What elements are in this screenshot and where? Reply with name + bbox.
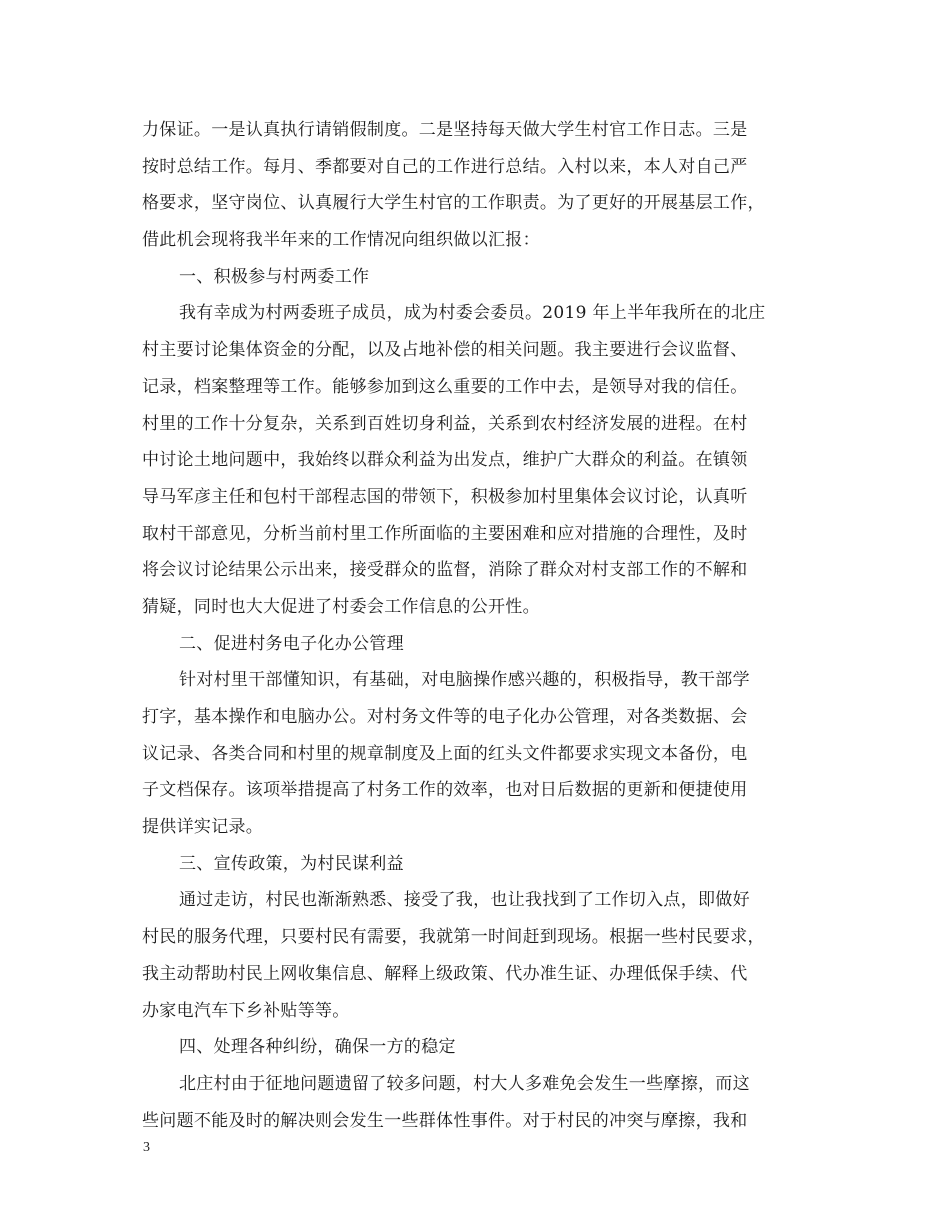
- page-number: 3: [143, 1140, 150, 1155]
- paragraph-first-line: 三、宣传政策，为村民谋利益: [179, 853, 404, 874]
- text-line: 办家电汽车下乡补贴等等。: [142, 1000, 350, 1021]
- text-line: 村民的服务代理，只要村民有需要，我就第一时间赶到现场。根据一些村民要求，: [142, 927, 765, 948]
- text-line: 打字，基本操作和电脑办公。对村务文件等的电子化办公管理，对各类数据、会: [142, 707, 748, 727]
- text-line: 中讨论土地问题中，我始终以群众利益为出发点，维护广大群众的利益。在镇领: [142, 450, 748, 471]
- paragraph-first-line: 北庄村由于征地问题遗留了较多问题，村大人多难免会发生一些摩擦，而这: [179, 1073, 750, 1094]
- paragraph-first-line: 针对村里干部懂知识，有基础，对电脑操作感兴趣的，积极指导，教干部学: [179, 670, 750, 691]
- text-line: 我主动帮助村民上网收集信息、解释上级政策、代办准生证、办理低保手续、代: [142, 963, 748, 984]
- text-line: 记录，档案整理等工作。能够参加到这么重要的工作中去，是领导对我的信任。: [142, 376, 748, 397]
- text-line: 议记录、各类合同和村里的规章制度及上面的红头文件都要求实现文本备份，电: [142, 743, 748, 764]
- paragraph-first-line: 通过走访，村民也渐渐熟悉、接受了我，也让我找到了工作切入点，即做好: [179, 890, 750, 911]
- text-line: 猜疑，同时也大大促进了村委会工作信息的公开性。: [142, 596, 540, 617]
- paragraph-first-line: 二、促进村务电子化办公管理: [179, 633, 404, 654]
- paragraph-first-line: 一、积极参与村两委工作: [179, 266, 370, 287]
- text-line: 将会议讨论结果公示出来，接受群众的监督，消除了群众对村支部工作的不解和: [142, 560, 748, 581]
- text-line: 村主要讨论集体资金的分配，以及占地补偿的相关问题。我主要进行会议监督、: [142, 340, 748, 361]
- paragraph-first-line: 四、处理各种纠纷，确保一方的稳定: [179, 1037, 456, 1058]
- text-line: 村里的工作十分复杂，关系到百姓切身利益，关系到农村经济发展的进程。在村: [142, 413, 748, 434]
- text-line: 力保证。一是认真执行请销假制度。二是坚持每天做大学生村官工作日志。三是: [142, 120, 748, 140]
- document-body: [142, 112, 822, 1139]
- text-line: 导马军彦主任和包村干部程志国的带领下，积极参加村里集体会议讨论，认真听: [142, 486, 748, 507]
- text-line: 取村干部意见，分析当前村里工作所面临的主要困难和应对措施的合理性，及时: [142, 523, 748, 544]
- text-line: 借此机会现将我半年来的工作情况向组织做以汇报：: [142, 230, 540, 251]
- text-line: 按时总结工作。每月、季都要对自己的工作进行总结。入村以来，本人对自己严: [142, 156, 748, 177]
- paragraph-first-line: 我有幸成为村两委班子成员，成为村委会委员。2019 年上半年我所在的北庄: [179, 303, 766, 324]
- text-line: 子文档保存。该项举措提高了村务工作的效率，也对日后数据的更新和便捷使用: [142, 780, 748, 801]
- text-line: 格要求，坚守岗位、认真履行大学生村官的工作职责。为了更好的开展基层工作，: [142, 193, 765, 214]
- text-line: 提供详实记录。: [142, 817, 264, 838]
- text-line: 些问题不能及时的解决则会发生一些群体性事件。对于村民的冲突与摩擦，我和: [142, 1110, 748, 1131]
